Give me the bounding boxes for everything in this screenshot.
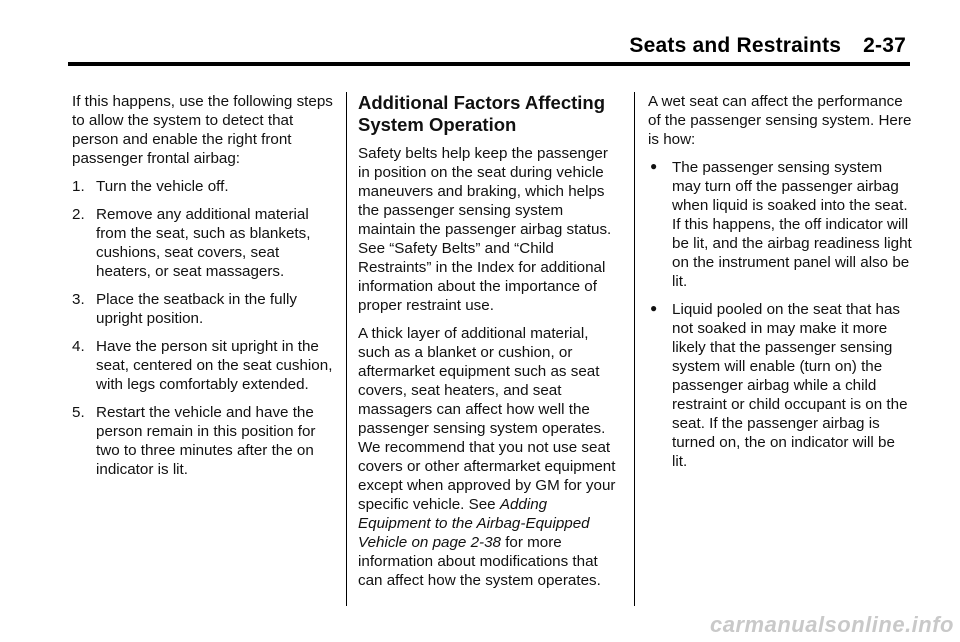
bullet-text: Liquid pooled on the seat that has not soaked in may make it more likely that the passenger sensing system will enable (turn on) the passenger airbag while a child restraint or child occupant is on the seat. If the passenger airbag is turned on, the on indicator will be lit. (672, 301, 908, 470)
column-2 (358, 92, 620, 599)
paragraph-text: for more information about modifications that can affect how the system operates. (358, 534, 601, 589)
bullet-text: The passenger sensing system may turn off the passenger airbag when liquid is soaked into the seat. If this happens, the off indicator will be lit, and the airbag readiness light on the instrument panel will also be lit. (672, 159, 912, 290)
step-text: Have the person sit upright in the seat, centered on the seat cushion, with legs comfortably extended. (96, 338, 333, 393)
step-number: 1. (72, 178, 85, 195)
step-item (72, 205, 336, 281)
steps-list (72, 177, 336, 479)
step-text: Restart the vehicle and have the person remain in this position for two to three minutes after the on indicator is lit. (96, 404, 316, 478)
cross-reference-link[interactable]: Adding Equipment to the Airbag-Equipped Vehicle on page 2-38 (358, 496, 590, 551)
column2-paragraph-1: Safety belts help keep the passenger in position on the seat during vehicle maneuvers and braking, which helps the passenger sensing system maintain the passenger airbag status. See “Safety Belts” and “Child Restraints” in the Index for additional information about the importance of proper restraint use. (358, 145, 612, 314)
column-divider-1 (346, 92, 347, 606)
column3-intro: A wet seat can affect the performance of the passenger sensing system. Here is how: (648, 93, 912, 148)
step-number: 5. (72, 404, 85, 421)
paragraph-text: A thick layer of additional material, such as a blanket or cushion, or aftermarket equipment such as seat covers, seat heaters, and seat massagers can affect how well the passenger sensing system operates. We recommend that you not use seat covers or other aftermarket equipment except when approved by GM for your specific vehicle. See (358, 325, 616, 513)
column-divider-2 (634, 92, 635, 606)
bullet-item (648, 300, 912, 471)
page-header (629, 34, 906, 58)
column-3 (648, 92, 912, 480)
bullet-item (648, 158, 912, 291)
step-number: 4. (72, 338, 85, 355)
section-title: Seats and Restraints (629, 34, 842, 57)
step-number: 2. (72, 206, 85, 223)
step-number: 3. (72, 291, 85, 308)
column1-intro: If this happens, use the following steps to allow the system to detect that person and enable the right front passenger frontal airbag: (72, 93, 333, 167)
bullet-icon: ● (650, 159, 658, 173)
bullet-icon: ● (650, 301, 658, 315)
step-item (72, 403, 336, 479)
column2-paragraph-2 (358, 324, 620, 590)
bullet-list (648, 158, 912, 471)
page-number: 2-37 (863, 34, 906, 57)
step-item (72, 337, 336, 394)
step-text: Place the seatback in the fully upright position. (96, 291, 297, 327)
step-text: Remove any additional material from the seat, such as blankets, cushions, seat covers, seat heaters, or seat massagers. (96, 206, 311, 280)
watermark: carmanualsonline.info (710, 612, 954, 637)
section-heading: Additional Factors Affecting System Operation (358, 92, 606, 135)
step-text: Turn the vehicle off. (96, 178, 229, 195)
header-rule (68, 62, 910, 66)
step-item (72, 177, 336, 196)
column-1 (72, 92, 336, 488)
step-item (72, 290, 336, 328)
